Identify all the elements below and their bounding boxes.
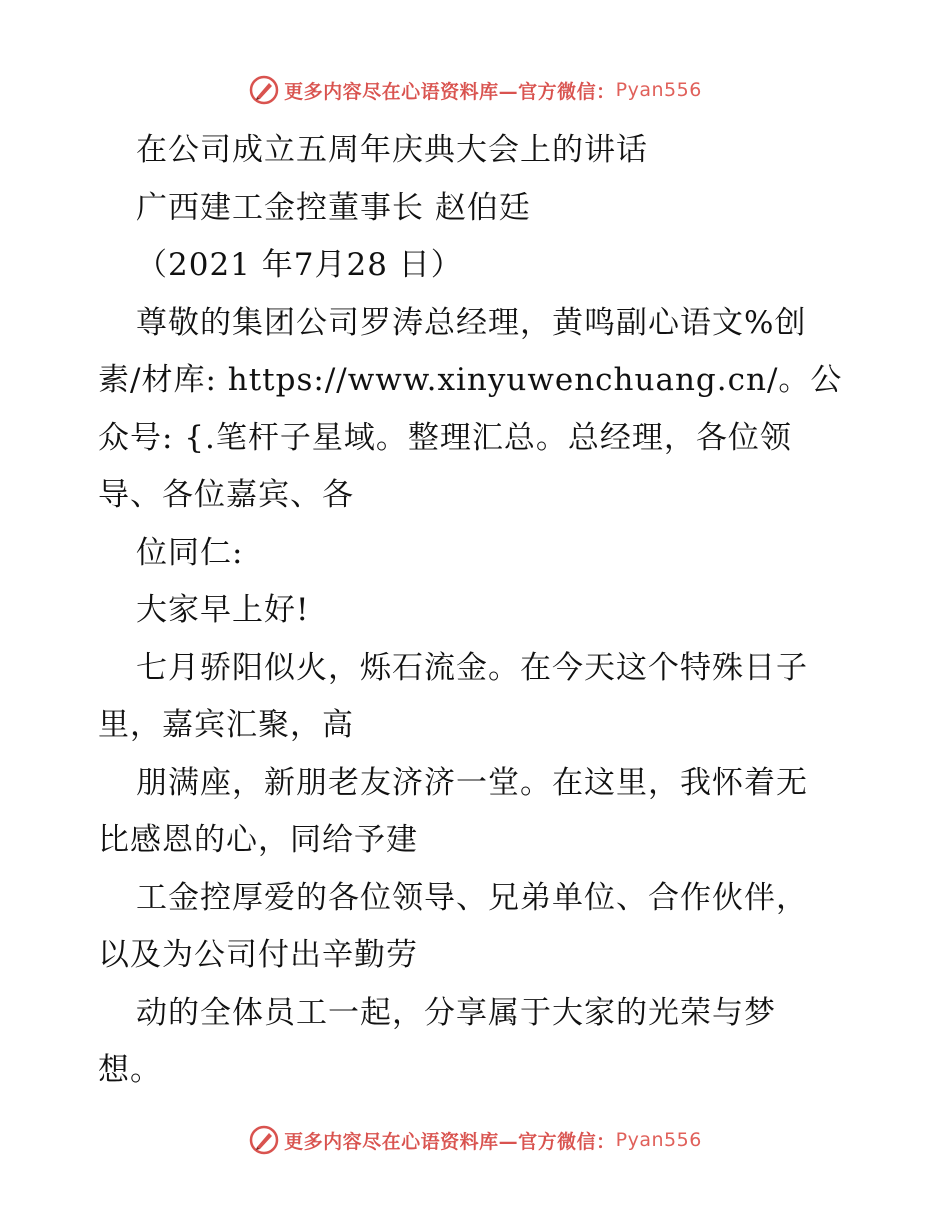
speaker-line: 广西建工金控董事长 赵伯廷 <box>136 189 531 226</box>
header-watermark <box>0 70 950 110</box>
watermark-wechat-id: Pyan556 <box>615 79 702 101</box>
watermark-text: 更多内容尽在心语资料库—官方微信： <box>284 80 616 103</box>
document-body <box>98 122 858 1100</box>
body-line: 以及为公司付出辛勤劳 <box>98 937 418 973</box>
body-line: 里，嘉宾汇聚，高 <box>98 707 354 743</box>
pen-logo-icon <box>248 1124 280 1156</box>
watermark-wechat-id: Pyan556 <box>615 1129 702 1151</box>
body-line: 七月骄阳似火，烁石流金。在今天这个特殊日子 <box>136 649 808 686</box>
greeting-line: 大家早上好! <box>136 592 310 628</box>
body-line: 比感恩的心，同给予建 <box>98 822 418 858</box>
pen-logo-icon <box>248 74 280 106</box>
body-line: 尊敬的集团公司罗涛总经理，黄鸣副心语文%创 <box>136 304 807 341</box>
body-line: 工金控厚爱的各位领导、兄弟单位、合作伙伴， <box>136 879 808 916</box>
body-line: 动的全体员工一起，分享属于大家的光荣与梦 <box>136 994 776 1031</box>
speech-title: 在公司成立五周年庆典大会上的讲话 <box>136 132 648 168</box>
body-line: 众号: {.笔杆子星域。整理汇总。总经理，各位领 <box>98 419 792 456</box>
body-line: 导、各位嘉宾、各 <box>98 477 354 513</box>
watermark-text: 更多内容尽在心语资料库—官方微信： <box>284 1130 616 1153</box>
body-line: 位同仁: <box>136 534 244 571</box>
body-line: 素/材库: https://www.xinyuwenchuang.cn/。公 <box>98 362 843 398</box>
body-line: 朋满座，新朋老友济济一堂。在这里，我怀着无 <box>136 764 808 801</box>
footer-watermark <box>0 1120 950 1160</box>
body-line: 想。 <box>98 1052 162 1088</box>
date-line: （2021 年7月28 日） <box>136 247 463 283</box>
